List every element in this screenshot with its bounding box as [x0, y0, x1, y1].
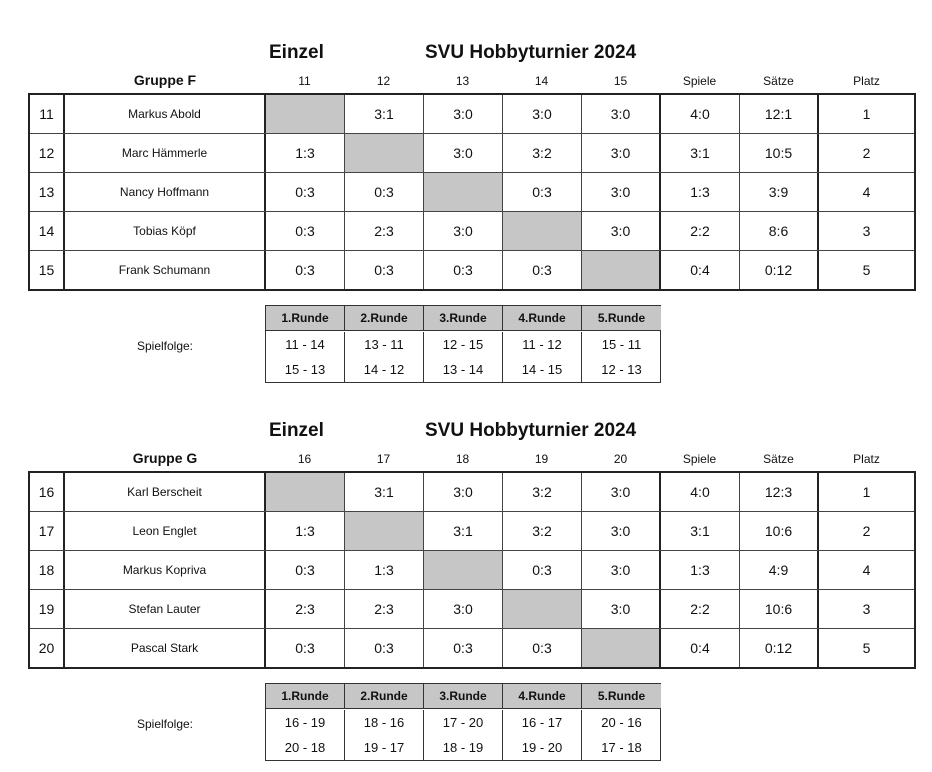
- match-result: 3:2: [503, 473, 582, 511]
- round-pairing: 18 - 16: [345, 710, 424, 735]
- blocked-cell: [345, 134, 424, 172]
- saetze-value: 10:6: [740, 512, 819, 550]
- match-result: 3:0: [582, 134, 661, 172]
- player-name: Tobias Köpf: [65, 212, 266, 250]
- round-header: 4.Runde: [503, 306, 582, 331]
- platz-value: 2: [862, 523, 871, 539]
- column-header: 17: [376, 452, 391, 466]
- blocked-cell: [345, 512, 424, 550]
- column-header: 19: [534, 452, 549, 466]
- spiele-value: 0:4: [661, 629, 740, 667]
- platz-value: 4: [862, 184, 871, 200]
- spiele-value: 1:3: [661, 173, 740, 211]
- player-name: Frank Schumann: [65, 251, 266, 289]
- column-header: 12: [376, 74, 391, 88]
- round-pairing: 14 - 12: [345, 357, 424, 382]
- round-pairing: 13 - 14: [424, 357, 503, 382]
- round-header: 3.Runde: [424, 306, 503, 331]
- match-result: 0:3: [424, 629, 503, 667]
- match-result: 3:2: [503, 134, 582, 172]
- saetze-value: 10:6: [740, 590, 819, 628]
- match-result: 3:0: [582, 212, 661, 250]
- blocked-cell: [266, 473, 345, 511]
- match-result: 1:3: [266, 134, 345, 172]
- round-pairing: 14 - 15: [503, 357, 582, 382]
- match-result: 3:1: [424, 512, 503, 550]
- round-header: 4.Runde: [503, 684, 582, 709]
- player-name: Stefan Lauter: [65, 590, 266, 628]
- table-row: [30, 629, 914, 668]
- round-header: 2.Runde: [345, 306, 424, 331]
- spiele-value: 3:1: [661, 134, 740, 172]
- spiele-value: 2:2: [661, 590, 740, 628]
- round-pairing: 15 - 13: [266, 357, 345, 382]
- column-header: Sätze: [763, 74, 794, 88]
- blocked-cell: [424, 173, 503, 211]
- table-row: [30, 212, 914, 251]
- results-table: [28, 471, 916, 669]
- match-result: 3:2: [503, 512, 582, 550]
- round-header: 1.Runde: [266, 306, 345, 331]
- table-row: [30, 512, 914, 551]
- match-result: 3:0: [582, 551, 661, 589]
- group-label: Gruppe F: [133, 72, 197, 88]
- spiele-value: 3:1: [661, 512, 740, 550]
- blocked-cell: [503, 590, 582, 628]
- match-result: 3:0: [582, 590, 661, 628]
- round-pairing: 19 - 17: [345, 735, 424, 760]
- spiele-value: 1:3: [661, 551, 740, 589]
- match-result: 3:0: [424, 134, 503, 172]
- saetze-value: 12:1: [740, 95, 819, 133]
- schedule-table: [265, 683, 661, 761]
- group-label: Gruppe G: [132, 450, 198, 466]
- blocked-cell: [582, 629, 661, 667]
- player-number: 11: [30, 95, 65, 133]
- platz-value: 4: [862, 562, 871, 578]
- platz-value: 5: [862, 262, 871, 278]
- round-pairing: 20 - 16: [601, 715, 642, 730]
- round-pairing: 18 - 19: [424, 735, 503, 760]
- match-result: 0:3: [424, 251, 503, 289]
- match-result: 0:3: [345, 251, 424, 289]
- match-result: 0:3: [345, 629, 424, 667]
- saetze-value: 10:5: [740, 134, 819, 172]
- saetze-value: 8:6: [740, 212, 819, 250]
- table-row: [30, 251, 914, 290]
- column-header: 11: [298, 74, 311, 88]
- match-result: 0:3: [503, 629, 582, 667]
- tournament-title: SVU Hobbyturnier 2024: [425, 420, 637, 441]
- match-result: 0:3: [503, 551, 582, 589]
- table-row: [30, 95, 914, 134]
- match-result: 0:3: [266, 173, 345, 211]
- match-result: 0:3: [503, 173, 582, 211]
- match-result: 2:3: [266, 590, 345, 628]
- round-pairing: 11 - 12: [503, 332, 582, 357]
- match-result: 3:0: [582, 95, 661, 133]
- match-result: 1:3: [345, 551, 424, 589]
- schedule-label: Spielfolge:: [136, 339, 194, 353]
- platz-value: 1: [862, 106, 871, 122]
- round-header: 3.Runde: [424, 684, 503, 709]
- platz-value: 2: [862, 145, 871, 161]
- match-result: 0:3: [503, 251, 582, 289]
- round-pairing: 15 - 11: [601, 337, 642, 352]
- round-pairing: 17 - 18: [601, 740, 642, 755]
- column-header: Spiele: [682, 452, 717, 466]
- saetze-value: 12:3: [740, 473, 819, 511]
- round-header: 5.Runde: [582, 684, 661, 709]
- saetze-value: 4:9: [740, 551, 819, 589]
- round-header: 2.Runde: [345, 684, 424, 709]
- column-header: Platz: [853, 74, 880, 88]
- column-header: Sätze: [763, 452, 794, 466]
- player-name: Karl Berscheit: [65, 473, 266, 511]
- platz-value: 1: [862, 484, 871, 500]
- match-result: 3:0: [582, 173, 661, 211]
- match-result: 3:0: [582, 512, 661, 550]
- round-pairing: 20 - 18: [266, 735, 345, 760]
- blocked-cell: [266, 95, 345, 133]
- round-pairing: 16 - 17: [503, 710, 582, 735]
- player-number: 12: [30, 134, 65, 172]
- match-result: 3:1: [345, 473, 424, 511]
- match-result: 3:0: [424, 473, 503, 511]
- match-result: 2:3: [345, 590, 424, 628]
- results-table: [28, 93, 916, 291]
- einzel-heading: Einzel: [269, 42, 324, 63]
- spiele-value: 4:0: [661, 95, 740, 133]
- player-name: Marc Hämmerle: [65, 134, 266, 172]
- column-header: 14: [534, 74, 549, 88]
- column-header: Spiele: [682, 74, 717, 88]
- player-number: 14: [30, 212, 65, 250]
- match-result: 0:3: [266, 212, 345, 250]
- blocked-cell: [424, 551, 503, 589]
- round-pairing: 19 - 20: [503, 735, 582, 760]
- match-result: 0:3: [266, 551, 345, 589]
- table-row: [30, 173, 914, 212]
- schedule-table: [265, 305, 661, 383]
- match-result: 3:0: [424, 590, 503, 628]
- column-header: 15: [613, 74, 628, 88]
- player-number: 13: [30, 173, 65, 211]
- match-result: 3:0: [424, 95, 503, 133]
- match-result: 0:3: [345, 173, 424, 211]
- match-result: 0:3: [266, 251, 345, 289]
- blocked-cell: [582, 251, 661, 289]
- player-number: 18: [30, 551, 65, 589]
- match-result: 3:0: [424, 212, 503, 250]
- column-header: 13: [455, 74, 470, 88]
- match-result: 3:0: [503, 95, 582, 133]
- column-header: 16: [297, 452, 312, 466]
- tournament-title: SVU Hobbyturnier 2024: [425, 42, 637, 63]
- round-pairing: 11 - 14: [266, 332, 345, 357]
- platz-value: 3: [862, 223, 871, 239]
- table-row: [30, 590, 914, 629]
- platz-value: 3: [862, 601, 871, 617]
- player-number: 17: [30, 512, 65, 550]
- column-header: 20: [613, 452, 628, 466]
- spiele-value: 0:4: [661, 251, 740, 289]
- player-name: Nancy Hoffmann: [65, 173, 266, 211]
- player-name: Pascal Stark: [65, 629, 266, 667]
- player-number: 16: [30, 473, 65, 511]
- player-name: Markus Kopriva: [65, 551, 266, 589]
- match-result: 2:3: [345, 212, 424, 250]
- spiele-value: 2:2: [661, 212, 740, 250]
- column-header: Platz: [853, 452, 880, 466]
- round-pairing: 12 - 13: [601, 362, 642, 377]
- round-header: 5.Runde: [582, 306, 661, 331]
- round-pairing: 17 - 20: [424, 710, 503, 735]
- blocked-cell: [503, 212, 582, 250]
- table-row: [30, 551, 914, 590]
- round-pairing: 12 - 15: [424, 332, 503, 357]
- round-pairing: 16 - 19: [266, 710, 345, 735]
- column-header: 18: [455, 452, 470, 466]
- player-number: 20: [30, 629, 65, 667]
- player-name: Markus Abold: [65, 95, 266, 133]
- platz-value: 5: [862, 640, 871, 656]
- schedule-label: Spielfolge:: [136, 717, 194, 731]
- round-pairing: 13 - 11: [345, 332, 424, 357]
- saetze-value: 3:9: [740, 173, 819, 211]
- match-result: 3:1: [345, 95, 424, 133]
- einzel-heading: Einzel: [269, 420, 324, 441]
- table-row: [30, 473, 914, 512]
- match-result: 3:0: [582, 473, 661, 511]
- table-row: [30, 134, 914, 173]
- player-number: 19: [30, 590, 65, 628]
- player-name: Leon Englet: [65, 512, 266, 550]
- player-number: 15: [30, 251, 65, 289]
- spiele-value: 4:0: [661, 473, 740, 511]
- round-header: 1.Runde: [266, 684, 345, 709]
- match-result: 1:3: [266, 512, 345, 550]
- saetze-value: 0:12: [740, 629, 819, 667]
- match-result: 0:3: [266, 629, 345, 667]
- saetze-value: 0:12: [740, 251, 819, 289]
